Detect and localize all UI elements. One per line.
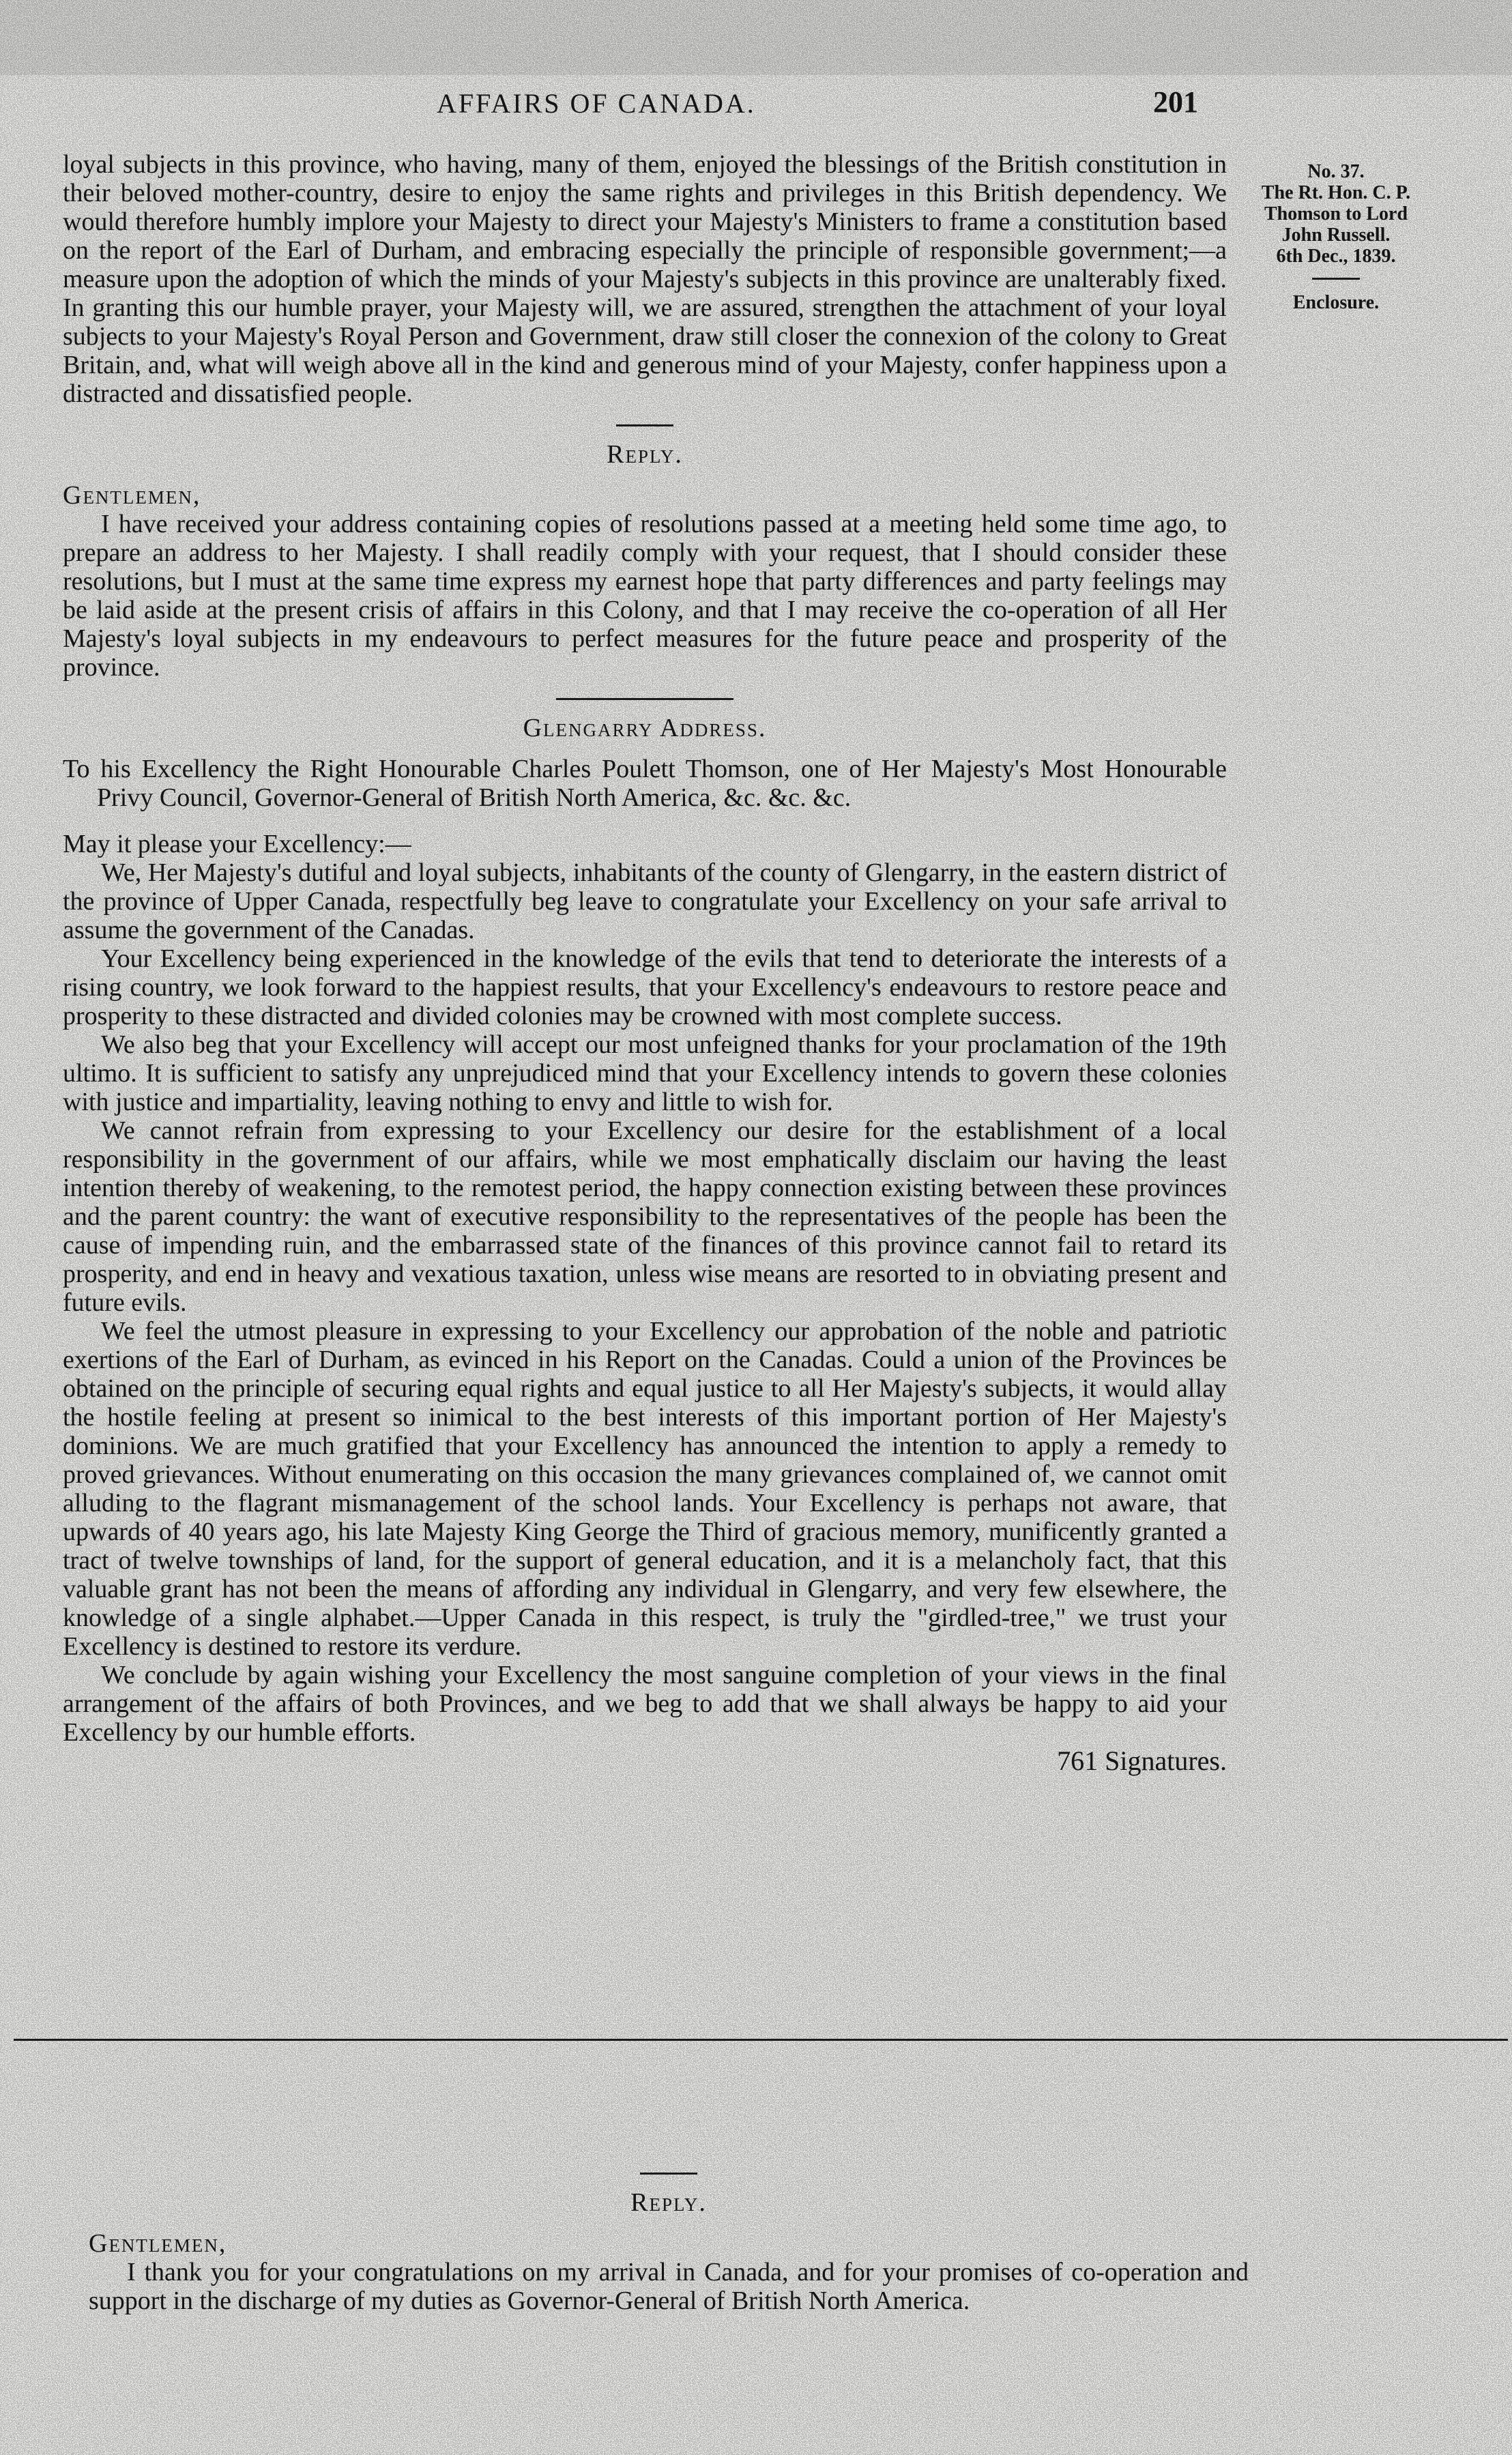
first-reply-salutation: Gentlemen,	[63, 481, 201, 510]
margin-note-number: No. 37.	[1307, 161, 1365, 182]
margin-note-line: Thomson to Lord	[1264, 203, 1408, 224]
glengarry-paragraph: We conclude by again wishing your Excellency the most sanguine completion of your views in the final arrangement of the affairs of both Provinces, and we beg to add that we shall always be happy to aid your Excellency by our humble efforts.	[63, 1661, 1227, 1747]
glengarry-heading: Glengarry Address.	[523, 714, 767, 742]
margin-note-divider	[1312, 278, 1360, 280]
glengarry-addressee: To his Excellency the Right Honourable Charles Poulett Thomson, one of Her Majesty's Most Honourable Privy Council, Governor-General of British North America, &c. &c. &c.	[63, 755, 1227, 812]
signature-count: 761 Signatures.	[1057, 1745, 1227, 1776]
horizontal-rule	[14, 2039, 1508, 2041]
main-text-column	[63, 150, 1227, 1775]
first-reply-body: I have received your address containing copies of resolutions passed at a meeting held some time ago, to prepare an address to her Majesty. I shall readily comply with your request, that I should consider these resolutions, but I must at the same time express my earnest hope that party differences and party feelings may be laid aside at the present crisis of affairs in this Colony, and that I may receive the co-operation of all Her Majesty's loyal subjects in my endeavours to perfect measures for the future peace and prosperity of the province.	[63, 510, 1227, 682]
margin-note	[1234, 161, 1438, 313]
glengarry-opening: May it please your Excellency:—	[63, 830, 411, 858]
second-reply-block	[89, 2156, 1249, 2315]
section-divider	[640, 2173, 697, 2175]
glengarry-paragraph: Your Excellency being experienced in the knowledge of the evils that tend to deteriorate the interests of a rising country, we look forward to the happiest results, that your Excellency's endeavours to restore peace and prosperity to these distracted and divided colonies may be crowned with most complete success.	[63, 944, 1227, 1030]
glengarry-paragraph: We feel the utmost pleasure in expressing to your Excellency our approbation of the noble and patriotic exertions of the Earl of Durham, as evinced in his Report on the Canadas. Could a union of the Provinces be obtained on the principle of securing equal rights and equal justice to all Her Majesty's subjects, it would allay the hostile feeling at present so inimical to the best interests of this important portion of Her Majesty's dominions. We are much gratified that your Excellency has announced the intention to apply a remedy to proved grievances. Without enumerating on this occasion the many grievances complained of, we cannot omit alluding to the flagrant mismanagement of the school lands. Your Excellency is perhaps not aware, that upwards of 40 years ago, his late Majesty King George the Third of gracious memory, munificently granted a tract of twelve townships of land, for the support of general education, and it is a melancholy fact, that this valuable grant has not been the means of affording any individual in Glengarry, and very few elsewhere, the knowledge of a single alphabet.—Upper Canada in this respect, is truly the "girdled-tree," we trust your Excellency is destined to restore its verdure.	[63, 1317, 1227, 1661]
running-title: AFFAIRS OF CANADA.	[437, 88, 756, 119]
section-divider	[616, 424, 673, 426]
running-head	[0, 82, 1512, 123]
margin-note-line: John Russell.	[1281, 224, 1391, 246]
glengarry-paragraph: We also beg that your Excellency will accept our most unfeigned thanks for your proclamation of the 19th ultimo. It is sufficient to satisfy any unprejudiced mind that your Excellency intends to govern these colonies with justice and impartiality, leaving nothing to envy and little to wish for.	[63, 1030, 1227, 1116]
margin-note-line: The Rt. Hon. C. P.	[1261, 182, 1411, 203]
section-divider	[556, 698, 733, 700]
glengarry-paragraph: We, Her Majesty's dutiful and loyal subjects, inhabitants of the county of Glengarry, in the eastern district of the province of Upper Canada, respectfully beg leave to congratulate your Excellency on your safe arrival to assume the government of the Canadas.	[63, 858, 1227, 944]
first-reply-heading: Reply.	[607, 440, 683, 469]
first-address-continuation: loyal subjects in this province, who having, many of them, enjoyed the blessings of the British constitution in their beloved mother-country, desire to enjoy the same rights and privileges in this British dependency. We would therefore humbly implore your Majesty to direct your Majesty's Ministers to frame a constitution based on the report of the Earl of Durham, and embracing especially the principle of responsible government;—a measure upon the adoption of which the minds of your Majesty's subjects in this province are unalterably fixed. In granting this our humble prayer, your Majesty will, we are assured, strengthen the attachment of your loyal subjects to your Majesty's Royal Person and Government, draw still closer the connexion of the colony to Great Britain, and, what will weigh above all in the kind and generous mind of your Majesty, confer happiness upon a distracted and dissatisfied people.	[63, 150, 1227, 408]
second-reply-heading: Reply.	[630, 2188, 707, 2217]
margin-note-enclosure: Enclosure.	[1292, 292, 1380, 313]
margin-note-date: 6th Dec., 1839.	[1276, 246, 1396, 267]
page-number: 201	[1153, 85, 1198, 119]
glengarry-paragraph: We cannot refrain from expressing to your Excellency our desire for the establishment of a local responsibility in the government of our affairs, while we most emphatically disclaim our having the least intention thereby of weakening, to the remotest period, the happy connection existing between these provinces and the parent country: the want of executive responsibility to the representatives of the people has been the cause of impending ruin, and the embarrassed state of the finances of this province cannot fail to retard its prosperity, and end in heavy and vexatious taxation, unless wise means are resorted to in obviating present and future evils.	[63, 1116, 1227, 1317]
second-reply-salutation: Gentlemen,	[89, 2229, 227, 2258]
second-reply-body: I thank you for your congratulations on my arrival in Canada, and for your promises of co-operation and support in the discharge of my duties as Governor-General of British North America.	[89, 2258, 1249, 2315]
